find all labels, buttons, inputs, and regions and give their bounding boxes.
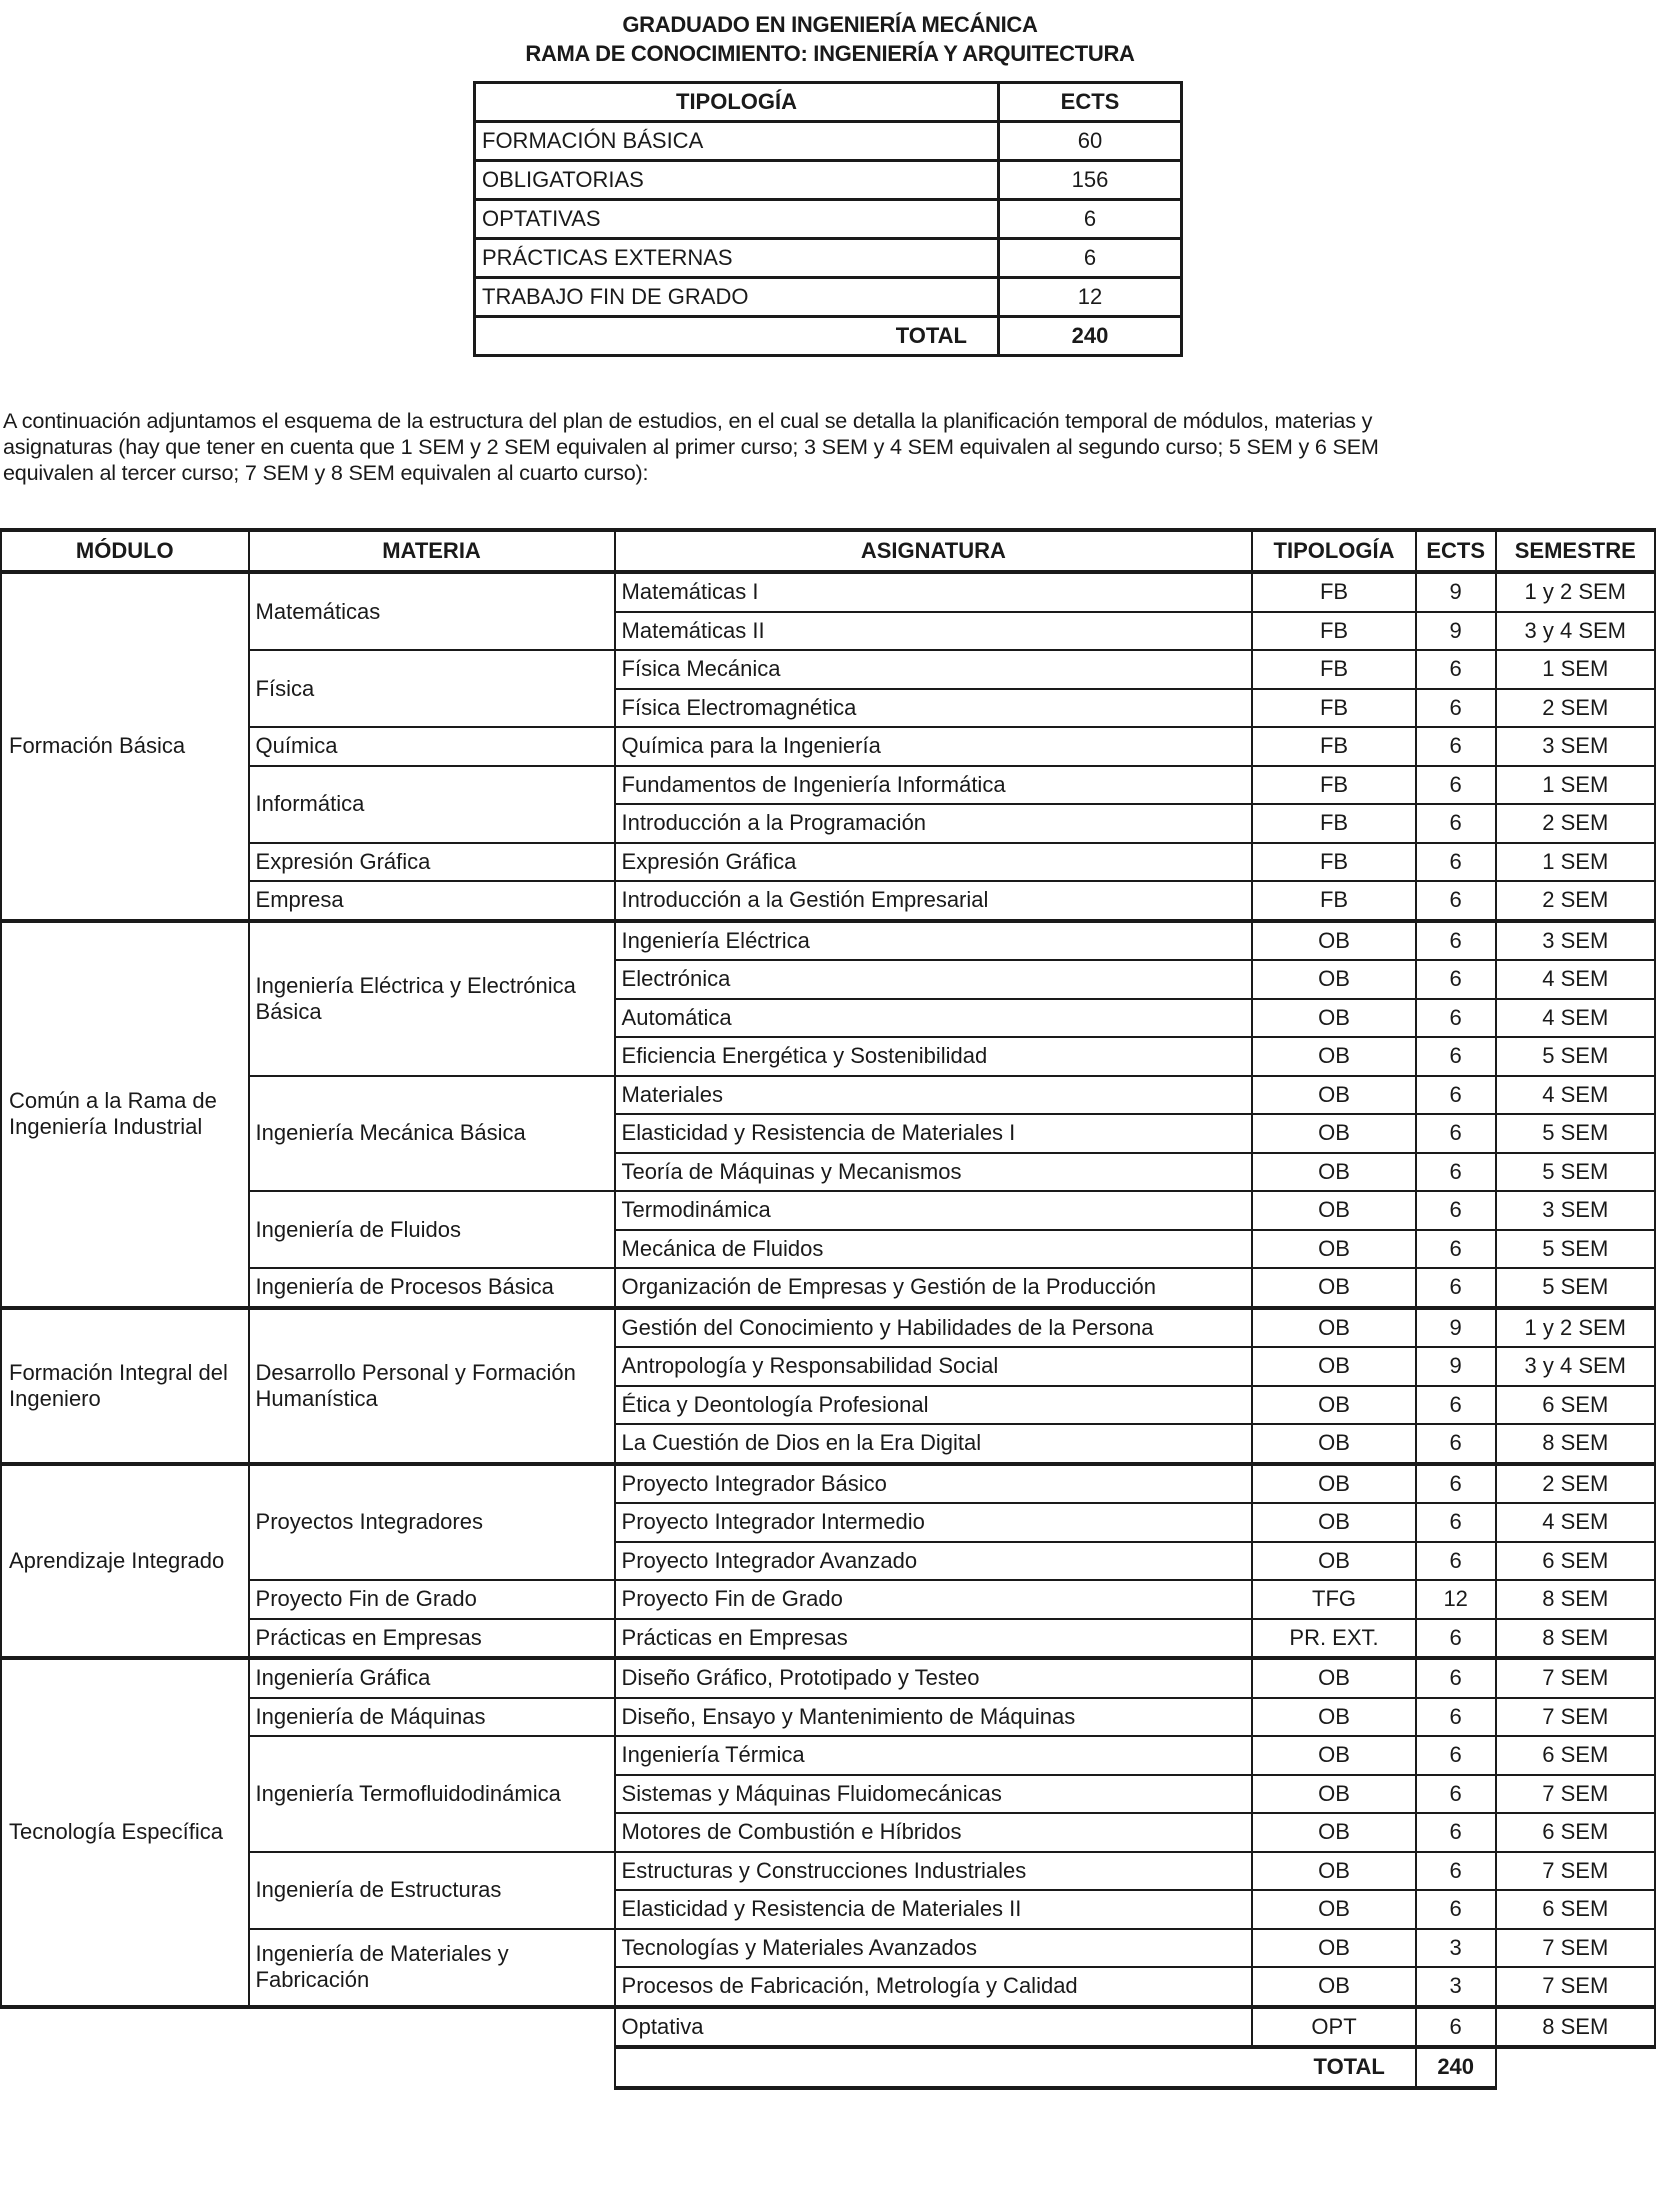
- semestre-cell: 2 SEM: [1496, 881, 1655, 921]
- tipologia-cell: OB: [1252, 999, 1416, 1038]
- semestre-cell: 5 SEM: [1496, 1230, 1655, 1269]
- materia-cell: Ingeniería de Fluidos: [249, 1191, 615, 1268]
- summary-tipologia: OPTATIVAS: [475, 200, 999, 239]
- tipologia-cell: OB: [1252, 1076, 1416, 1115]
- table-row: [1, 1658, 1655, 1698]
- intro-line: equivalen al tercer curso; 7 SEM y 8 SEM equivalen al cuarto curso):: [3, 460, 649, 485]
- ects-cell: 6: [1416, 766, 1496, 805]
- tipologia-cell: OB: [1252, 1191, 1416, 1230]
- ects-cell: 9: [1416, 572, 1496, 612]
- ects-cell: 6: [1416, 960, 1496, 999]
- table-row: [1, 1736, 1655, 1775]
- tipologia-cell: OB: [1252, 1775, 1416, 1814]
- asignatura-cell: Organización de Empresas y Gestión de la Producción: [615, 1268, 1253, 1308]
- asignatura-cell: Matemáticas I: [615, 572, 1253, 612]
- summary-tipologia: FORMACIÓN BÁSICA: [475, 122, 999, 161]
- asignatura-cell: Sistemas y Máquinas Fluidomecánicas: [615, 1775, 1253, 1814]
- asignatura-cell: Física Mecánica: [615, 650, 1253, 689]
- summary-header-row: [475, 83, 1182, 122]
- ects-cell: 6: [1416, 804, 1496, 843]
- semestre-cell: 6 SEM: [1496, 1813, 1655, 1852]
- empty-cell: [249, 2047, 615, 2088]
- asignatura-cell: Diseño, Ensayo y Mantenimiento de Máquinas: [615, 1698, 1253, 1737]
- tipologia-cell: OB: [1252, 1386, 1416, 1425]
- table-row: [1, 1268, 1655, 1308]
- materia-cell: Proyectos Integradores: [249, 1464, 615, 1581]
- tipologia-cell: OB: [1252, 1967, 1416, 2007]
- table-row: [1, 1852, 1655, 1891]
- table-row: [1, 650, 1655, 689]
- semestre-cell: 8 SEM: [1496, 1424, 1655, 1464]
- tipologia-cell: OB: [1252, 1890, 1416, 1929]
- semestre-cell: 3 y 4 SEM: [1496, 1347, 1655, 1386]
- tipologia-cell: FB: [1252, 689, 1416, 728]
- tipologia-cell: OPT: [1252, 2007, 1416, 2048]
- semestre-cell: 7 SEM: [1496, 1658, 1655, 1698]
- tipologia-cell: OB: [1252, 1308, 1416, 1348]
- tipologia-cell: OB: [1252, 1542, 1416, 1581]
- summary-tipologia: PRÁCTICAS EXTERNAS: [475, 239, 999, 278]
- ects-cell: 9: [1416, 1347, 1496, 1386]
- materia-cell: Química: [249, 727, 615, 766]
- ects-cell: 6: [1416, 1542, 1496, 1581]
- empty-cell: [1496, 2047, 1655, 2088]
- materia-cell: Desarrollo Personal y Formación Humanística: [249, 1308, 615, 1464]
- materia-cell: Matemáticas: [249, 572, 615, 650]
- semestre-cell: 8 SEM: [1496, 2007, 1655, 2048]
- tipologia-cell: OB: [1252, 1929, 1416, 1968]
- ects-cell: 6: [1416, 1658, 1496, 1698]
- materia-cell: Informática: [249, 766, 615, 843]
- summary-ects: 156: [999, 161, 1182, 200]
- tipologia-cell: OB: [1252, 1658, 1416, 1698]
- table-row: [1, 1929, 1655, 1968]
- materia-cell: Ingeniería de Procesos Básica: [249, 1268, 615, 1308]
- table-row: [1, 1698, 1655, 1737]
- table-row: [1, 572, 1655, 612]
- empty-cell: [1, 2007, 249, 2048]
- intro-line: asignaturas (hay que tener en cuenta que 1 SEM y 2 SEM equivalen al primer curso; 3 SEM y 4 SEM equivalen al segundo curso; 5 SEM y 6 SEM: [3, 434, 1379, 459]
- ects-cell: 6: [1416, 881, 1496, 921]
- semestre-cell: 5 SEM: [1496, 1037, 1655, 1076]
- summary-col-ects: ECTS: [999, 83, 1182, 122]
- asignatura-cell: Eficiencia Energética y Sostenibilidad: [615, 1037, 1253, 1076]
- ects-cell: 6: [1416, 1114, 1496, 1153]
- asignatura-cell: Proyecto Fin de Grado: [615, 1580, 1253, 1619]
- ects-cell: 6: [1416, 1191, 1496, 1230]
- summary-total-value: 240: [999, 317, 1182, 356]
- tipologia-cell: PR. EXT.: [1252, 1619, 1416, 1659]
- materia-cell: Empresa: [249, 881, 615, 921]
- semestre-cell: 7 SEM: [1496, 1775, 1655, 1814]
- asignatura-cell: Introducción a la Gestión Empresarial: [615, 881, 1253, 921]
- ects-cell: 6: [1416, 843, 1496, 882]
- table-row: [1, 1464, 1655, 1504]
- semestre-cell: 3 SEM: [1496, 921, 1655, 961]
- asignatura-cell: Tecnologías y Materiales Avanzados: [615, 1929, 1253, 1968]
- ects-cell: 6: [1416, 1230, 1496, 1269]
- semestre-cell: 3 SEM: [1496, 1191, 1655, 1230]
- semestre-cell: 7 SEM: [1496, 1852, 1655, 1891]
- ects-cell: 6: [1416, 1698, 1496, 1737]
- asignatura-cell: Automática: [615, 999, 1253, 1038]
- ects-cell: 6: [1416, 1890, 1496, 1929]
- summary-row: [475, 122, 1182, 161]
- document-subtitle: RAMA DE CONOCIMIENTO: INGENIERÍA Y ARQUITECTURA: [525, 41, 1135, 66]
- tipologia-cell: OB: [1252, 1813, 1416, 1852]
- asignatura-cell: Ingeniería Térmica: [615, 1736, 1253, 1775]
- materia-cell: Ingeniería Gráfica: [249, 1658, 615, 1698]
- study-plan-table: [0, 528, 1656, 2090]
- summary-ects: 60: [999, 122, 1182, 161]
- ects-cell: 6: [1416, 1464, 1496, 1504]
- asignatura-cell: Proyecto Integrador Básico: [615, 1464, 1253, 1504]
- col-semestre: SEMESTRE: [1496, 530, 1655, 572]
- materia-cell: Ingeniería Eléctrica y Electrónica Básica: [249, 921, 615, 1076]
- ects-cell: 12: [1416, 1580, 1496, 1619]
- plan-total-label: TOTAL: [615, 2047, 1416, 2088]
- module-cell: Formación Básica: [1, 572, 249, 921]
- semestre-cell: 7 SEM: [1496, 1967, 1655, 2007]
- asignatura-cell: Fundamentos de Ingeniería Informática: [615, 766, 1253, 805]
- summary-row: [475, 161, 1182, 200]
- asignatura-cell: Ingeniería Eléctrica: [615, 921, 1253, 961]
- tipologia-cell: OB: [1252, 1153, 1416, 1192]
- semestre-cell: 3 SEM: [1496, 727, 1655, 766]
- asignatura-cell: Optativa: [615, 2007, 1253, 2048]
- semestre-cell: 7 SEM: [1496, 1698, 1655, 1737]
- tipologia-cell: FB: [1252, 727, 1416, 766]
- ects-cell: 6: [1416, 999, 1496, 1038]
- empty-cell: [1, 2047, 249, 2088]
- semestre-cell: 8 SEM: [1496, 1580, 1655, 1619]
- tipologia-cell: OB: [1252, 1114, 1416, 1153]
- empty-cell: [249, 2007, 615, 2048]
- asignatura-cell: Termodinámica: [615, 1191, 1253, 1230]
- asignatura-cell: Matemáticas II: [615, 612, 1253, 651]
- semestre-cell: 5 SEM: [1496, 1268, 1655, 1308]
- ects-cell: 6: [1416, 727, 1496, 766]
- semestre-cell: 1 SEM: [1496, 843, 1655, 882]
- semestre-cell: 6 SEM: [1496, 1736, 1655, 1775]
- table-row: [1, 2007, 1655, 2048]
- table-row: [1, 766, 1655, 805]
- semestre-cell: 2 SEM: [1496, 689, 1655, 728]
- tipologia-cell: FB: [1252, 650, 1416, 689]
- summary-tipologia: OBLIGATORIAS: [475, 161, 999, 200]
- semestre-cell: 8 SEM: [1496, 1619, 1655, 1659]
- semestre-cell: 7 SEM: [1496, 1929, 1655, 1968]
- summary-row: [475, 278, 1182, 317]
- semestre-cell: 4 SEM: [1496, 999, 1655, 1038]
- table-row: [1, 881, 1655, 921]
- ects-cell: 3: [1416, 1929, 1496, 1968]
- asignatura-cell: Prácticas en Empresas: [615, 1619, 1253, 1659]
- semestre-cell: 3 y 4 SEM: [1496, 612, 1655, 651]
- asignatura-cell: Mecánica de Fluidos: [615, 1230, 1253, 1269]
- materia-cell: Ingeniería Termofluidodinámica: [249, 1736, 615, 1852]
- semestre-cell: 1 SEM: [1496, 766, 1655, 805]
- summary-ects: 12: [999, 278, 1182, 317]
- col-materia: MATERIA: [249, 530, 615, 572]
- table-row: [1, 921, 1655, 961]
- tipologia-cell: OB: [1252, 1852, 1416, 1891]
- ects-cell: 6: [1416, 1503, 1496, 1542]
- plan-header-row: [1, 530, 1655, 572]
- ects-cell: 9: [1416, 1308, 1496, 1348]
- plan-total-value: 240: [1416, 2047, 1496, 2088]
- ects-cell: 6: [1416, 1386, 1496, 1425]
- tipologia-cell: OB: [1252, 1268, 1416, 1308]
- tipologia-cell: TFG: [1252, 1580, 1416, 1619]
- asignatura-cell: Electrónica: [615, 960, 1253, 999]
- semestre-cell: 2 SEM: [1496, 1464, 1655, 1504]
- ects-cell: 6: [1416, 1268, 1496, 1308]
- summary-row: [475, 239, 1182, 278]
- semestre-cell: 4 SEM: [1496, 1503, 1655, 1542]
- asignatura-cell: Gestión del Conocimiento y Habilidades de la Persona: [615, 1308, 1253, 1348]
- ects-cell: 6: [1416, 1775, 1496, 1814]
- ects-cell: 6: [1416, 1619, 1496, 1659]
- ects-cell: 6: [1416, 1153, 1496, 1192]
- table-row: [1, 843, 1655, 882]
- module-cell: Común a la Rama de Ingeniería Industrial: [1, 921, 249, 1308]
- tipologia-cell: OB: [1252, 921, 1416, 961]
- plan-total-row: [1, 2047, 1655, 2088]
- materia-cell: Ingeniería de Estructuras: [249, 1852, 615, 1929]
- table-row: [1, 1619, 1655, 1659]
- asignatura-cell: Introducción a la Programación: [615, 804, 1253, 843]
- tipologia-cell: OB: [1252, 1503, 1416, 1542]
- asignatura-cell: Estructuras y Construcciones Industriales: [615, 1852, 1253, 1891]
- asignatura-cell: Teoría de Máquinas y Mecanismos: [615, 1153, 1253, 1192]
- summary-col-tipologia: TIPOLOGÍA: [475, 83, 999, 122]
- semestre-cell: 1 SEM: [1496, 650, 1655, 689]
- table-row: [1, 727, 1655, 766]
- col-asignatura: ASIGNATURA: [615, 530, 1253, 572]
- semestre-cell: 5 SEM: [1496, 1153, 1655, 1192]
- materia-cell: Física: [249, 650, 615, 727]
- asignatura-cell: Elasticidad y Resistencia de Materiales II: [615, 1890, 1253, 1929]
- ects-cell: 6: [1416, 1424, 1496, 1464]
- materia-cell: Ingeniería Mecánica Básica: [249, 1076, 615, 1192]
- asignatura-cell: Materiales: [615, 1076, 1253, 1115]
- tipologia-cell: FB: [1252, 804, 1416, 843]
- tipologia-cell: OB: [1252, 1698, 1416, 1737]
- tipologia-cell: FB: [1252, 843, 1416, 882]
- ects-cell: 6: [1416, 2007, 1496, 2048]
- table-row: [1, 1580, 1655, 1619]
- tipologia-cell: OB: [1252, 1037, 1416, 1076]
- document-header: [0, 10, 1660, 68]
- ects-summary-table: [473, 81, 1183, 357]
- asignatura-cell: Física Electromagnética: [615, 689, 1253, 728]
- ects-cell: 6: [1416, 650, 1496, 689]
- asignatura-cell: La Cuestión de Dios en la Era Digital: [615, 1424, 1253, 1464]
- semestre-cell: 6 SEM: [1496, 1890, 1655, 1929]
- table-row: [1, 1308, 1655, 1348]
- module-cell: Aprendizaje Integrado: [1, 1464, 249, 1659]
- semestre-cell: 6 SEM: [1496, 1542, 1655, 1581]
- asignatura-cell: Diseño Gráfico, Prototipado y Testeo: [615, 1658, 1253, 1698]
- semestre-cell: 5 SEM: [1496, 1114, 1655, 1153]
- col-modulo: MÓDULO: [1, 530, 249, 572]
- tipologia-cell: FB: [1252, 612, 1416, 651]
- intro-paragraph: [3, 408, 1658, 486]
- asignatura-cell: Proyecto Integrador Intermedio: [615, 1503, 1253, 1542]
- tipologia-cell: OB: [1252, 1424, 1416, 1464]
- asignatura-cell: Proyecto Integrador Avanzado: [615, 1542, 1253, 1581]
- tipologia-cell: FB: [1252, 766, 1416, 805]
- asignatura-cell: Motores de Combustión e Híbridos: [615, 1813, 1253, 1852]
- asignatura-cell: Elasticidad y Resistencia de Materiales I: [615, 1114, 1253, 1153]
- asignatura-cell: Expresión Gráfica: [615, 843, 1253, 882]
- semestre-cell: 4 SEM: [1496, 960, 1655, 999]
- semestre-cell: 1 y 2 SEM: [1496, 1308, 1655, 1348]
- ects-cell: 3: [1416, 1967, 1496, 2007]
- summary-ects: 6: [999, 200, 1182, 239]
- table-row: [1, 1076, 1655, 1115]
- summary-ects: 6: [999, 239, 1182, 278]
- ects-cell: 9: [1416, 612, 1496, 651]
- tipologia-cell: OB: [1252, 1464, 1416, 1504]
- table-row: [1, 1191, 1655, 1230]
- ects-cell: 6: [1416, 1813, 1496, 1852]
- tipologia-cell: OB: [1252, 1230, 1416, 1269]
- col-ects: ECTS: [1416, 530, 1496, 572]
- tipologia-cell: OB: [1252, 1736, 1416, 1775]
- col-tipologia: TIPOLOGÍA: [1252, 530, 1416, 572]
- semestre-cell: 1 y 2 SEM: [1496, 572, 1655, 612]
- ects-cell: 6: [1416, 1852, 1496, 1891]
- module-cell: Formación Integral del Ingeniero: [1, 1308, 249, 1464]
- ects-cell: 6: [1416, 921, 1496, 961]
- intro-line: A continuación adjuntamos el esquema de la estructura del plan de estudios, en el cual se detalla la planificación temporal de módulos, materias y: [3, 408, 1373, 433]
- tipologia-cell: OB: [1252, 1347, 1416, 1386]
- module-cell: Tecnología Específica: [1, 1658, 249, 2007]
- summary-tipologia: TRABAJO FIN DE GRADO: [475, 278, 999, 317]
- materia-cell: Ingeniería de Máquinas: [249, 1698, 615, 1737]
- materia-cell: Proyecto Fin de Grado: [249, 1580, 615, 1619]
- materia-cell: Ingeniería de Materiales y Fabricación: [249, 1929, 615, 2007]
- summary-total-row: [475, 317, 1182, 356]
- document-title: GRADUADO EN INGENIERÍA MECÁNICA: [622, 12, 1038, 37]
- ects-cell: 6: [1416, 1037, 1496, 1076]
- summary-total-label: TOTAL: [475, 317, 999, 356]
- ects-cell: 6: [1416, 1076, 1496, 1115]
- semestre-cell: 2 SEM: [1496, 804, 1655, 843]
- ects-cell: 6: [1416, 1736, 1496, 1775]
- summary-row: [475, 200, 1182, 239]
- asignatura-cell: Química para la Ingeniería: [615, 727, 1253, 766]
- ects-cell: 6: [1416, 689, 1496, 728]
- tipologia-cell: FB: [1252, 572, 1416, 612]
- materia-cell: Expresión Gráfica: [249, 843, 615, 882]
- asignatura-cell: Procesos de Fabricación, Metrología y Calidad: [615, 1967, 1253, 2007]
- semestre-cell: 6 SEM: [1496, 1386, 1655, 1425]
- asignatura-cell: Ética y Deontología Profesional: [615, 1386, 1253, 1425]
- tipologia-cell: OB: [1252, 960, 1416, 999]
- tipologia-cell: FB: [1252, 881, 1416, 921]
- semestre-cell: 4 SEM: [1496, 1076, 1655, 1115]
- asignatura-cell: Antropología y Responsabilidad Social: [615, 1347, 1253, 1386]
- materia-cell: Prácticas en Empresas: [249, 1619, 615, 1659]
